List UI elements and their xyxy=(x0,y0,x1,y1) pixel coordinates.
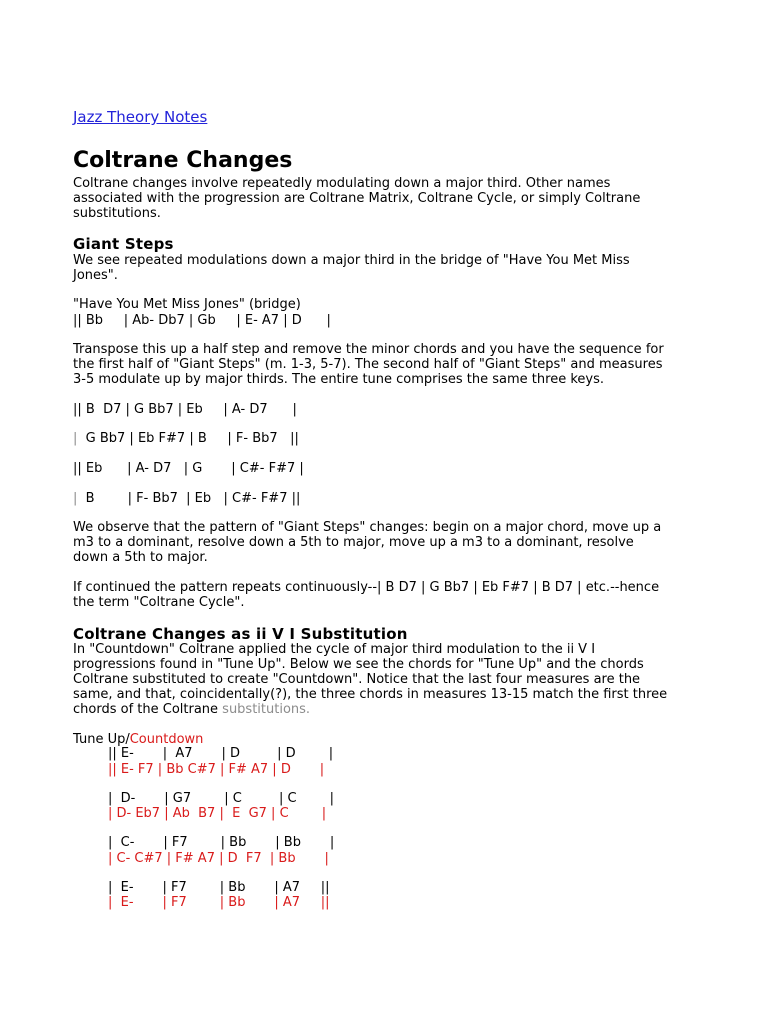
countdown-label: Countdown xyxy=(129,732,204,747)
countdown-row: | E- | F7 | Bb | A7 || xyxy=(108,895,330,910)
text-line xyxy=(73,702,713,717)
text-line: We observe that the pattern of "Giant Steps" changes: begin on a major chord, move up a xyxy=(73,520,662,535)
section-heading-ii-v-i: Coltrane Changes as ii V I Substitution xyxy=(73,625,408,643)
tune-up-row: | C- | F7 | Bb | Bb | xyxy=(108,835,335,850)
text-line: the term "Coltrane Cycle". xyxy=(73,595,245,610)
text-line: Coltrane substituted to create "Countdown". Notice that the last four measures are the xyxy=(73,672,641,687)
text-line: In "Countdown" Coltrane applied the cycle of major third modulation to the ii V I xyxy=(73,642,596,657)
jazz-theory-notes-link[interactable]: Jazz Theory Notes xyxy=(73,108,208,126)
chord-line xyxy=(73,431,299,446)
chord-line xyxy=(73,491,300,506)
text-line: substitutions. xyxy=(73,206,161,221)
text-line: If continued the pattern repeats continuously--| B D7 | G Bb7 | Eb F#7 | B D7 | etc.--hence xyxy=(73,580,660,595)
text-line: We see repeated modulations down a major third in the bridge of "Have You Met Miss xyxy=(73,253,630,268)
chord-line: || Eb | A- D7 | G | C#- F#7 | xyxy=(73,461,304,476)
tune-up-row: | D- | G7 | C | C | xyxy=(108,791,334,806)
section-heading-giant-steps: Giant Steps xyxy=(73,235,174,253)
bar-mark: | xyxy=(73,491,78,506)
example-label: "Have You Met Miss Jones" (bridge) xyxy=(73,297,301,312)
text-line: the first half of "Giant Steps" (m. 1-3, 5-7). The second half of "Giant Steps" and measures xyxy=(73,357,663,372)
text-line: down a 5th to major. xyxy=(73,550,208,565)
page-title: Coltrane Changes xyxy=(73,148,293,173)
tune-up-countdown-label xyxy=(73,732,203,747)
text-line: associated with the progression are Coltrane Matrix, Coltrane Cycle, or simply Coltrane xyxy=(73,191,641,206)
text-line: m3 to a dominant, resolve down a 5th to major, move up a m3 to a dominant, resolve xyxy=(73,535,634,550)
text-line: Coltrane changes involve repeatedly modulating down a major third. Other names xyxy=(73,176,611,191)
chord-line: || B D7 | G Bb7 | Eb | A- D7 | xyxy=(73,402,297,417)
text-line: 3-5 modulate up by major thirds. The entire tune comprises the same three keys. xyxy=(73,372,604,387)
text-line: Jones". xyxy=(73,268,118,283)
chord-text: B | F- Bb7 | Eb | C#- F#7 || xyxy=(77,491,301,506)
text-line: Transpose this up a half step and remove the minor chords and you have the sequence for xyxy=(73,342,664,357)
tune-up-row: || E- | A7 | D | D | xyxy=(108,746,334,761)
tune-up-label: Tune Up/ xyxy=(73,732,130,747)
text-line: same, and that, coincidentally(?), the three chords in measures 13-15 match the first three xyxy=(73,687,668,702)
countdown-row: | D- Eb7 | Ab B7 | E G7 | C | xyxy=(108,806,327,821)
bar-mark: | xyxy=(73,431,78,446)
chord-text: G Bb7 | Eb F#7 | B | F- Bb7 || xyxy=(77,431,299,446)
tune-up-row: | E- | F7 | Bb | A7 || xyxy=(108,880,330,895)
text-line: progressions found in "Tune Up". Below we see the chords for "Tune Up" and the chords xyxy=(73,657,644,672)
text-span: substitutions. xyxy=(222,702,311,717)
countdown-row: || E- F7 | Bb C#7 | F# A7 | D | xyxy=(108,762,325,777)
example-chords: || Bb | Ab- Db7 | Gb | E- A7 | D | xyxy=(73,313,331,328)
text-span: chords of the Coltrane xyxy=(73,702,223,717)
countdown-row: | C- C#7 | F# A7 | D F7 | Bb | xyxy=(108,851,329,866)
